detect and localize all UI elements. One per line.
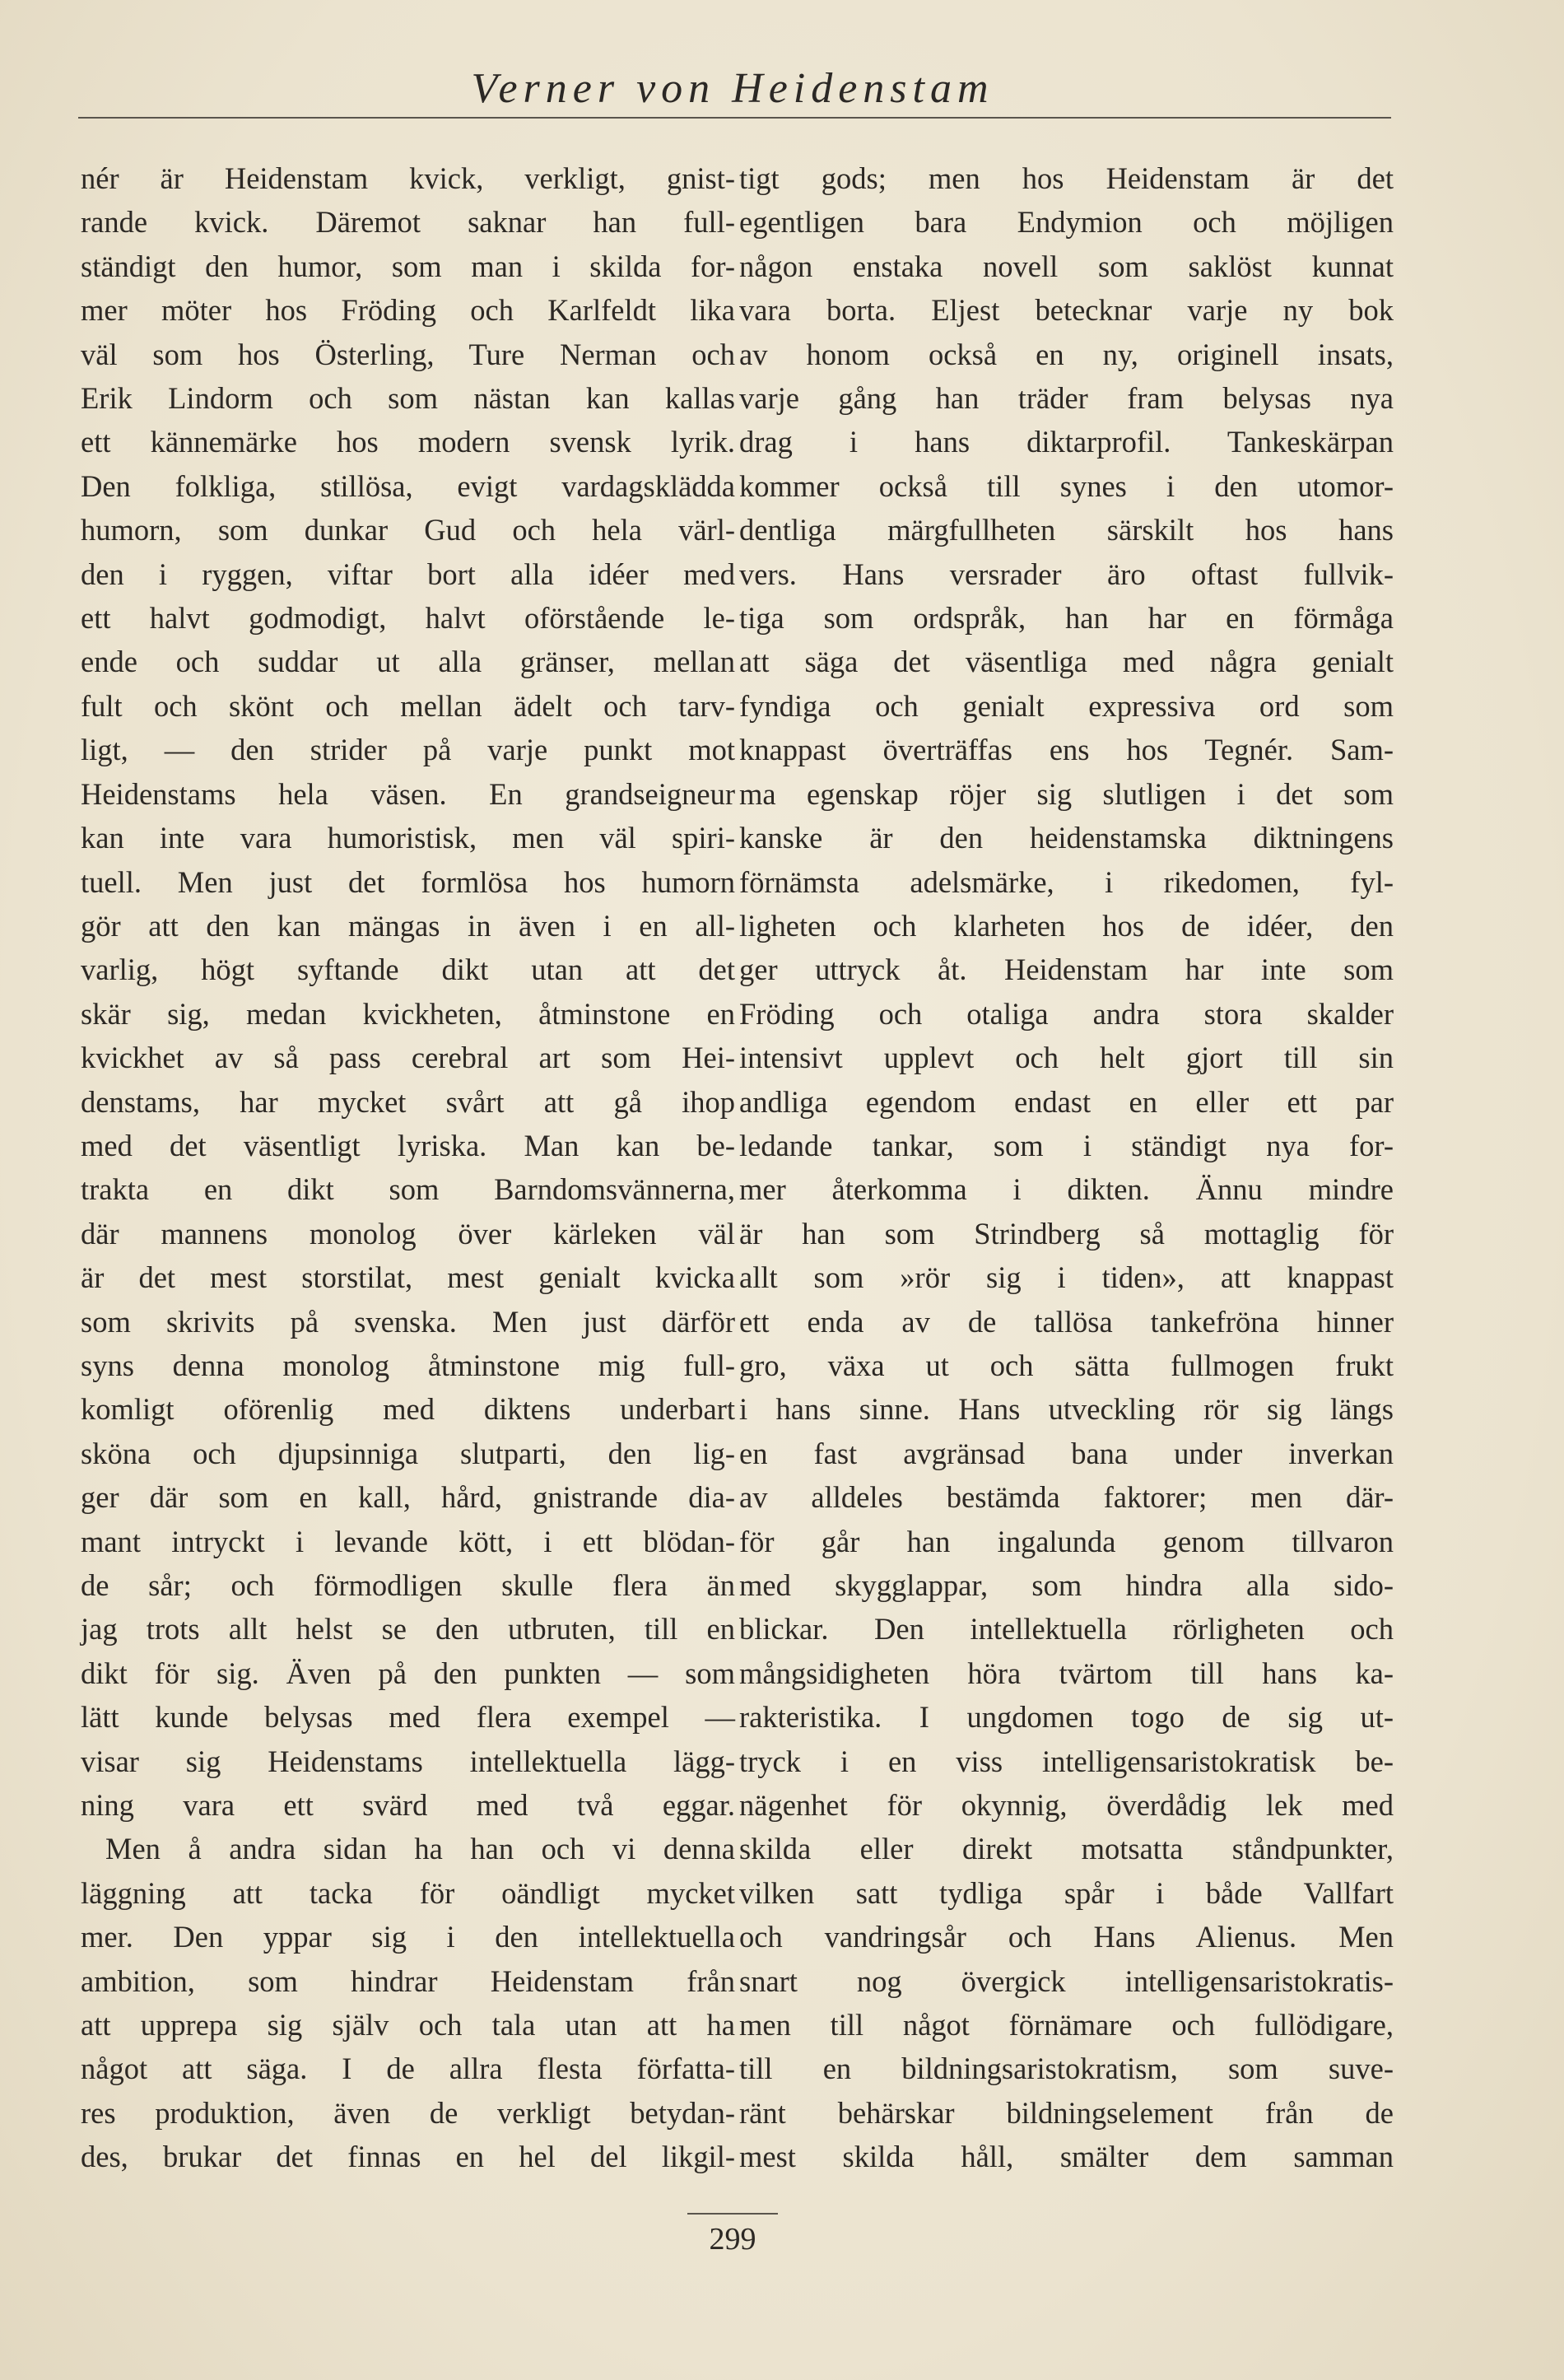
running-title: Verner von Heidenstam [471, 65, 994, 112]
header-rule [78, 117, 1391, 119]
right-column [739, 156, 1394, 2179]
paragraph-left-1: nér är Heidenstam kvick, verkligt, gnist- rande kvick. Däremot saknar han full- ständigt den humor, som man i skilda for- mer möter hos Fröding och Karlfeldt lika väl som hos Österling, Ture Nerman och Erik Lindorm och som nästan kan kallas ett kännemärke hos modern svensk lyrik. Den folkliga, stillösa, evigt vardagsklädda humorn, som dunkar Gud och hela värl- den i ryggen, viftar bort alla idéer med ett halvt godmodigt, halvt oförstående le- ende och suddar ut alla gränser, mellan fult och skönt och mellan ädelt och tarv- ligt, — den strider på varje punkt mot Heidenstams hela väsen. En grandseigneur kan inte vara humoristisk, men väl spiri- tuell. Men just det formlösa hos humorn gör att den kan mängas in även i en all- varlig, högt syftande dikt utan att det skär sig, medan kvickheten, åtminstone en kvickhet av så pass cerebral art som Hei- denstams, har mycket svårt att gå ihop med det väsentligt lyriska. Man kan be- trakta en dikt som Barndomsvännerna, där mannens monolog över kärleken väl är det mest storstilat, mest genialt kvicka som skrivits på svenska. Men just därför syns denna monolog åtminstone mig full- komligt oförenlig med diktens underbart sköna och djupsinniga slutparti, den lig- ger där som en kall, hård, gnistrande dia- mant intryckt i levande kött, i ett blödan- de sår; och förmodligen skulle flera än jag trots allt helst se den utbruten, till en dikt för sig. Även på den punkten — som lätt kunde belysas med flera exempel — visar sig Heidenstams intellektuella lägg- ning vara ett svärd med två eggar. [81, 161, 735, 1823]
footer-rule [687, 2213, 778, 2215]
page-number: 299 [709, 2222, 756, 2257]
left-column [81, 156, 735, 2179]
paragraph-left-2: Men å andra sidan ha han och vi denna läggning att tacka för oändligt mycket mer. Den yppar sig i den intellektuella ambition, som hindrar Heidenstam från att upprepa sig själv och tala utan att ha något att säga. I de allra flesta författa- res produktion, även de verkligt betydan- des, brukar det finnas en hel del likgil- [81, 1832, 735, 2174]
paragraph-right-1: tigt gods; men hos Heidenstam är det egentligen bara Endymion och möjligen någon enstaka novell som saklöst kunnat vara borta. Eljest betecknar varje ny bok av honom också en ny, originell insats, varje gång han träder fram belysas nya drag i hans diktarprofil. Tankeskärpan kommer också till synes i den utomor- dentliga märgfullheten särskilt hos hans vers. Hans versrader äro oftast fullvik- tiga som ordspråk, han har en förmåga att säga det väsentliga med några genialt fyndiga och genialt expressiva ord som knappast överträffas ens hos Tegnér. Sam- ma egenskap röjer sig slutligen i det som kanske är den heidenstamska diktningens förnämsta adelsmärke, i rikedomen, fyl- ligheten och klarheten hos de idéer, den ger uttryck åt. Heidenstam har inte som Fröding och otaliga andra stora skalder intensivt upplevt och helt gjort till sin andliga egendom endast en eller ett par ledande tankar, som i ständigt nya for- mer återkomma i dikten. Ännu mindre är han som Strindberg så mottaglig för allt som »rör sig i tiden», att knappast ett enda av de tallösa tankefröna hinner gro, växa ut och sätta fullmogen frukt i hans sinne. Hans utveckling rör sig längs en fast avgränsad bana under inverkan av alldeles bestämda faktorer; men där- för går han ingalunda genom tillvaron med skygglappar, som hindra alla sido- blickar. Den intellektuella rörligheten och mångsidigheten höra tvärtom till hans ka- rakteristika. I ungdomen togo de sig ut- tryck i en viss intelligensaristokratisk be- nägenhet för okynnig, överdådig lek med skilda eller direkt motsatta ståndpunkter, vilken satt tydliga spår i både Vallfart och vandringsår och Hans Alienus. Men snart nog övergick intelligensaristokratis- men till något förnämare och fullödigare, till en bildningsaristokratism, som suve- ränt behärskar bildningselement från de mest skilda håll, smälter dem samman [739, 161, 1394, 2174]
